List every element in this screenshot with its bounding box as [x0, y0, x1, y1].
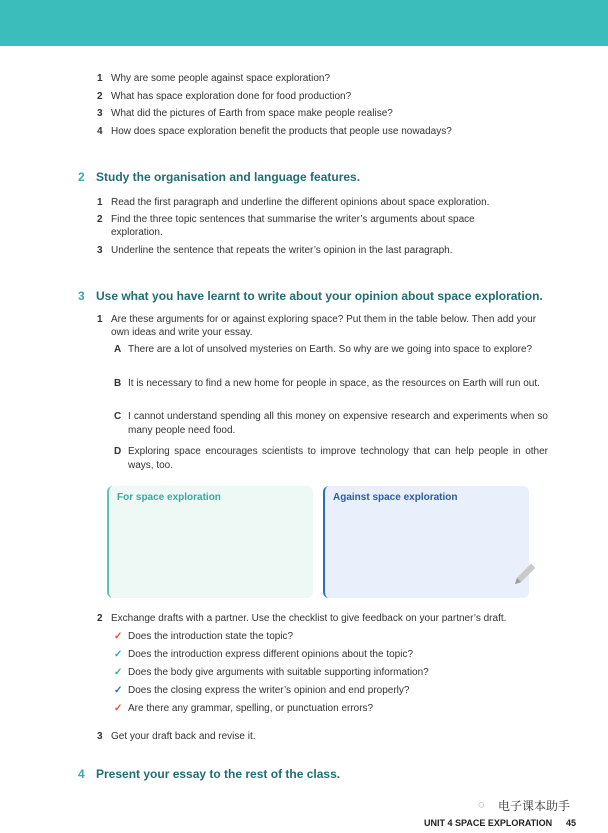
- check-icon: ✓: [114, 631, 123, 642]
- option-b: B It is necessary to find a new home for people in space, as the resources on Earth will run out.: [114, 378, 540, 389]
- option-a: A There are a lot of unsolved mysteries on Earth. So why are we going into space to explore?: [114, 344, 533, 355]
- section-2-item-1: 1 Read the first paragraph and underline the different opinions about space exploration.: [97, 197, 490, 208]
- checklist-item: ✓ Are there any grammar, spelling, or punctuation errors?: [114, 703, 374, 714]
- section-2-item-3: 3 Underline the sentence that repeats the writer’s opinion in the last paragraph.: [97, 245, 453, 256]
- checklist-item: ✓ Does the body give arguments with suitable supporting information?: [114, 667, 429, 678]
- question-3: 3 What did the pictures of Earth from space make people realise?: [97, 108, 393, 119]
- page-number: 45: [566, 818, 577, 828]
- check-icon: ✓: [114, 667, 123, 678]
- question-2: 2 What has space exploration done for food production?: [97, 91, 352, 102]
- check-icon: ✓: [114, 649, 123, 660]
- section-2-title: 2 Study the organisation and language features.: [78, 170, 361, 184]
- section-3-item-3: 3 Get your draft back and revise it.: [97, 731, 256, 742]
- checklist-item: ✓ Does the introduction express different opinions about the topic?: [114, 649, 413, 660]
- watermark-text: 电子课本助手: [498, 799, 571, 813]
- wechat-icon: ◌: [478, 799, 485, 811]
- option-c: C I cannot understand spending all this money on expensive research and experiments when so many people need food.: [114, 411, 548, 436]
- option-d: D Exploring space encourages scientists to improve technology that can help people in other ways, too.: [114, 446, 548, 471]
- table-against-column[interactable]: [323, 486, 529, 598]
- question-4: 4 How does space exploration benefit the products that people use nowadays?: [97, 126, 452, 137]
- table-against-header: Against space exploration: [333, 492, 458, 503]
- question-1: 1 Why are some people against space exploration?: [97, 73, 331, 84]
- header-bar: [0, 0, 608, 46]
- check-icon: ✓: [114, 685, 123, 696]
- section-4-title: 4 Present your essay to the rest of the class.: [78, 767, 341, 781]
- table-for-column[interactable]: [107, 486, 313, 598]
- section-3-intro: 1 Are these arguments for or against exploring space? Put them in the table below. Then add your own ideas and write your essay.: [97, 314, 537, 338]
- checklist-item: ✓ Does the closing express the writer’s opinion and end properly?: [114, 685, 410, 696]
- pencil-icon: [509, 560, 539, 590]
- check-icon: ✓: [114, 703, 123, 714]
- section-2-item-2: 2 Find the three topic sentences that summarise the writer’s arguments about space exploration.: [97, 214, 475, 238]
- unit-label: UNIT 4 SPACE EXPLORATION: [424, 818, 553, 828]
- table-for-header: For space exploration: [117, 492, 221, 503]
- section-3-item-2: 2 Exchange drafts with a partner. Use the checklist to give feedback on your partner’s draft.: [97, 613, 507, 624]
- section-3-title: 3 Use what you have learnt to write about your opinion about space exploration.: [78, 289, 543, 303]
- checklist-item: ✓ Does the introduction state the topic?: [114, 631, 294, 642]
